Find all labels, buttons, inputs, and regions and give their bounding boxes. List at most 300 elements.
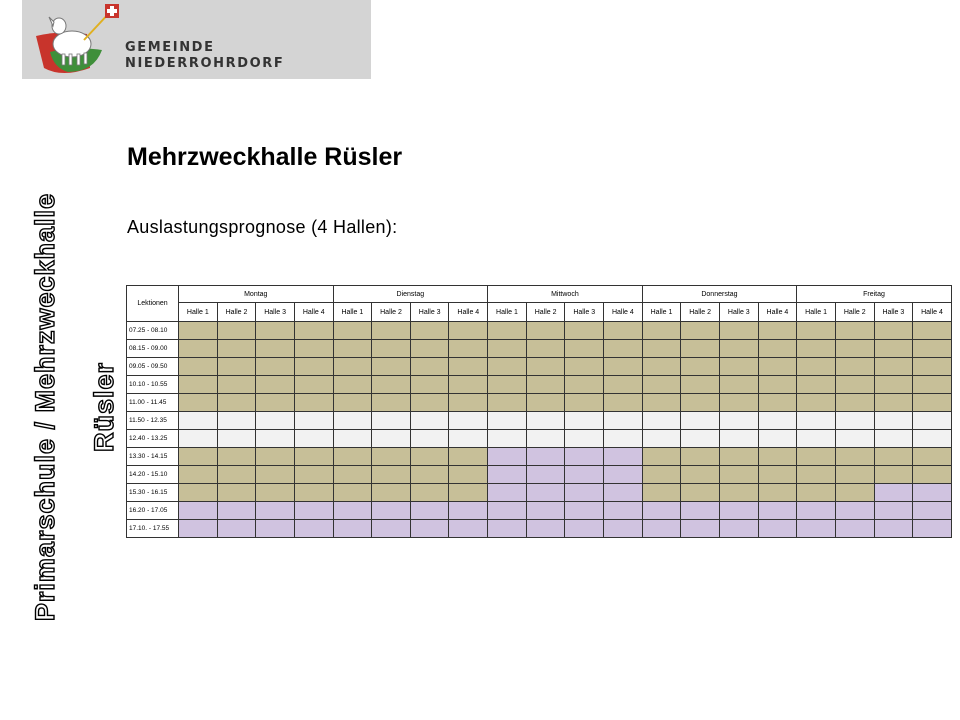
page-subtitle: Auslastungsprognose (4 Hallen): <box>127 217 398 237</box>
schedule-cell <box>874 466 913 484</box>
schedule-cell <box>835 340 874 358</box>
schedule-cell <box>526 340 565 358</box>
schedule-cell <box>179 502 218 520</box>
schedule-cell <box>410 358 449 376</box>
day-header: Donnerstag <box>642 286 797 303</box>
schedule-cell <box>372 520 411 538</box>
lesson-time-label: 15.30 - 16.15 <box>127 484 179 502</box>
schedule-cell <box>410 340 449 358</box>
schedule-cell <box>874 322 913 340</box>
hall-header: Halle 3 <box>256 303 295 322</box>
hall-header: Halle 2 <box>217 303 256 322</box>
schedule-cell <box>526 358 565 376</box>
schedule-cell <box>719 520 758 538</box>
hall-header: Halle 4 <box>449 303 488 322</box>
schedule-cell <box>565 394 604 412</box>
schedule-cell <box>719 412 758 430</box>
schedule-cell <box>256 502 295 520</box>
hall-header: Halle 2 <box>526 303 565 322</box>
schedule-cell <box>256 484 295 502</box>
schedule-cell <box>835 448 874 466</box>
schedule-cell <box>913 322 952 340</box>
schedule-cell <box>565 448 604 466</box>
schedule-cell <box>410 448 449 466</box>
schedule-cell <box>758 412 797 430</box>
schedule-cell <box>874 520 913 538</box>
schedule-cell <box>835 520 874 538</box>
schedule-cell <box>410 502 449 520</box>
schedule-cell <box>449 394 488 412</box>
schedule-cell <box>488 340 527 358</box>
schedule-cell <box>797 340 836 358</box>
schedule-cell <box>449 520 488 538</box>
schedule-cell <box>758 520 797 538</box>
schedule-cell <box>797 412 836 430</box>
schedule-cell <box>913 358 952 376</box>
schedule-cell <box>449 412 488 430</box>
municipality-name <box>125 40 284 72</box>
hall-header: Halle 2 <box>372 303 411 322</box>
schedule-cell <box>179 358 218 376</box>
schedule-cell <box>681 394 720 412</box>
schedule-cell <box>797 448 836 466</box>
hall-header: Halle 4 <box>294 303 333 322</box>
schedule-cell <box>758 430 797 448</box>
schedule-cell <box>604 358 643 376</box>
vertical-title-line-2: Rüsler <box>89 361 119 453</box>
schedule-cell <box>913 340 952 358</box>
schedule-cell <box>256 394 295 412</box>
schedule-cell <box>488 376 527 394</box>
schedule-cell <box>217 322 256 340</box>
lesson-time-label: 14.20 - 15.10 <box>127 466 179 484</box>
vertical-section-title <box>20 155 140 660</box>
schedule-cell <box>835 430 874 448</box>
schedule-cell <box>604 376 643 394</box>
schedule-cell <box>835 466 874 484</box>
schedule-cell <box>526 376 565 394</box>
schedule-cell <box>797 394 836 412</box>
schedule-cell <box>526 466 565 484</box>
schedule-cell <box>719 394 758 412</box>
schedule-cell <box>565 412 604 430</box>
schedule-cell <box>758 448 797 466</box>
schedule-row <box>127 430 952 448</box>
hall-header: Halle 1 <box>333 303 372 322</box>
schedule-cell <box>449 322 488 340</box>
hall-header: Halle 3 <box>410 303 449 322</box>
schedule-cell <box>372 358 411 376</box>
hall-header: Halle 4 <box>913 303 952 322</box>
schedule-cell <box>449 340 488 358</box>
schedule-cell <box>488 484 527 502</box>
lamb-with-flag-icon <box>32 2 124 78</box>
schedule-cell <box>681 430 720 448</box>
schedule-cell <box>874 412 913 430</box>
schedule-cell <box>874 430 913 448</box>
schedule-cell <box>526 520 565 538</box>
schedule-cell <box>488 358 527 376</box>
schedule-cell <box>797 466 836 484</box>
hall-header: Halle 2 <box>681 303 720 322</box>
hall-header: Halle 4 <box>758 303 797 322</box>
schedule-cell <box>797 520 836 538</box>
schedule-cell <box>681 484 720 502</box>
schedule-cell <box>642 412 681 430</box>
schedule-cell <box>913 412 952 430</box>
schedule-cell <box>913 430 952 448</box>
schedule-cell <box>913 466 952 484</box>
schedule-row <box>127 376 952 394</box>
schedule-cell <box>410 484 449 502</box>
schedule-cell <box>217 448 256 466</box>
schedule-cell <box>797 430 836 448</box>
schedule-cell <box>797 358 836 376</box>
schedule-cell <box>604 394 643 412</box>
schedule-cell <box>294 394 333 412</box>
page-title: Mehrzweckhalle Rüsler <box>127 143 403 171</box>
schedule-cell <box>835 376 874 394</box>
lesson-time-label: 09.05 - 09.50 <box>127 358 179 376</box>
schedule-cell <box>681 358 720 376</box>
schedule-cell <box>449 358 488 376</box>
hall-header: Halle 3 <box>565 303 604 322</box>
schedule-cell <box>642 520 681 538</box>
schedule-cell <box>333 448 372 466</box>
schedule-cell <box>179 448 218 466</box>
schedule-cell <box>758 466 797 484</box>
hall-header: Halle 3 <box>874 303 913 322</box>
schedule-cell <box>526 322 565 340</box>
schedule-row <box>127 520 952 538</box>
schedule-cell <box>758 376 797 394</box>
schedule-cell <box>256 376 295 394</box>
municipality-logo-bar <box>22 0 371 79</box>
lesson-time-label: 07.25 - 08.10 <box>127 322 179 340</box>
schedule-cell <box>604 520 643 538</box>
schedule-cell <box>758 340 797 358</box>
schedule-cell <box>758 502 797 520</box>
schedule-cell <box>526 412 565 430</box>
schedule-cell <box>913 484 952 502</box>
schedule-cell <box>835 394 874 412</box>
schedule-cell <box>835 358 874 376</box>
schedule-cell <box>604 340 643 358</box>
hall-header: Halle 1 <box>488 303 527 322</box>
schedule-cell <box>179 340 218 358</box>
schedule-cell <box>719 376 758 394</box>
schedule-row <box>127 340 952 358</box>
schedule-cell <box>565 466 604 484</box>
schedule-cell <box>217 520 256 538</box>
day-header-row <box>127 286 952 303</box>
lesson-time-label: 10.10 - 10.55 <box>127 376 179 394</box>
schedule-cell <box>565 502 604 520</box>
schedule-cell <box>642 376 681 394</box>
schedule-cell <box>719 502 758 520</box>
schedule-cell <box>256 322 295 340</box>
schedule-cell <box>256 520 295 538</box>
schedule-cell <box>604 448 643 466</box>
schedule-cell <box>526 448 565 466</box>
schedule-cell <box>565 358 604 376</box>
schedule-cell <box>681 448 720 466</box>
schedule-cell <box>604 412 643 430</box>
schedule-cell <box>179 394 218 412</box>
schedule-cell <box>604 484 643 502</box>
schedule-cell <box>217 502 256 520</box>
day-header: Mittwoch <box>488 286 643 303</box>
schedule-cell <box>642 466 681 484</box>
schedule-cell <box>604 430 643 448</box>
schedule-cell <box>333 340 372 358</box>
schedule-cell <box>256 430 295 448</box>
schedule-row <box>127 484 952 502</box>
schedule-cell <box>604 502 643 520</box>
schedule-cell <box>294 502 333 520</box>
schedule-cell <box>449 466 488 484</box>
schedule-cell <box>835 412 874 430</box>
schedule-cell <box>179 484 218 502</box>
schedule-cell <box>565 430 604 448</box>
schedule-cell <box>913 376 952 394</box>
schedule-cell <box>913 502 952 520</box>
hall-header: Halle 1 <box>797 303 836 322</box>
schedule-cell <box>217 340 256 358</box>
schedule-cell <box>294 484 333 502</box>
schedule-cell <box>410 430 449 448</box>
schedule-cell <box>681 520 720 538</box>
schedule-cell <box>179 322 218 340</box>
schedule-cell <box>294 448 333 466</box>
hall-header: Halle 1 <box>179 303 218 322</box>
schedule-cell <box>874 502 913 520</box>
schedule-cell <box>565 484 604 502</box>
schedule-cell <box>217 484 256 502</box>
schedule-cell <box>719 448 758 466</box>
schedule-cell <box>642 340 681 358</box>
schedule-cell <box>642 502 681 520</box>
schedule-cell <box>217 358 256 376</box>
schedule-cell <box>333 502 372 520</box>
schedule-cell <box>179 376 218 394</box>
schedule-cell <box>719 358 758 376</box>
schedule-cell <box>294 520 333 538</box>
schedule-cell <box>488 394 527 412</box>
schedule-cell <box>256 448 295 466</box>
lesson-time-label: 12.40 - 13.25 <box>127 430 179 448</box>
schedule-cell <box>604 466 643 484</box>
schedule-row <box>127 394 952 412</box>
schedule-cell <box>758 358 797 376</box>
schedule-cell <box>410 376 449 394</box>
schedule-cell <box>488 412 527 430</box>
schedule-cell <box>294 322 333 340</box>
vertical-title-line-1: Primarschule / Mehrzweckhalle <box>30 192 60 622</box>
schedule-cell <box>488 520 527 538</box>
schedule-row <box>127 448 952 466</box>
hall-usage-schedule-table <box>126 285 952 538</box>
schedule-cell <box>681 502 720 520</box>
schedule-cell <box>642 394 681 412</box>
schedule-cell <box>565 340 604 358</box>
day-header: Dienstag <box>333 286 488 303</box>
schedule-row <box>127 466 952 484</box>
schedule-cell <box>372 466 411 484</box>
schedule-cell <box>217 430 256 448</box>
schedule-cell <box>294 412 333 430</box>
schedule-cell <box>526 430 565 448</box>
schedule-cell <box>488 502 527 520</box>
schedule-cell <box>217 394 256 412</box>
schedule-cell <box>410 520 449 538</box>
schedule-cell <box>874 394 913 412</box>
schedule-cell <box>294 376 333 394</box>
hall-header-row <box>127 303 952 322</box>
schedule-cell <box>410 322 449 340</box>
schedule-cell <box>449 502 488 520</box>
hall-header: Halle 2 <box>835 303 874 322</box>
day-header: Montag <box>179 286 334 303</box>
schedule-cell <box>488 322 527 340</box>
schedule-cell <box>333 430 372 448</box>
schedule-cell <box>333 520 372 538</box>
schedule-cell <box>565 376 604 394</box>
schedule-cell <box>835 484 874 502</box>
schedule-cell <box>681 322 720 340</box>
schedule-cell <box>758 484 797 502</box>
schedule-cell <box>217 412 256 430</box>
schedule-cell <box>333 412 372 430</box>
schedule-cell <box>410 412 449 430</box>
schedule-cell <box>758 394 797 412</box>
schedule-cell <box>372 412 411 430</box>
schedule-cell <box>372 502 411 520</box>
schedule-cell <box>797 376 836 394</box>
schedule-row <box>127 412 952 430</box>
schedule-cell <box>372 322 411 340</box>
schedule-cell <box>333 322 372 340</box>
schedule-cell <box>449 484 488 502</box>
schedule-cell <box>797 502 836 520</box>
schedule-cell <box>410 394 449 412</box>
schedule-cell <box>565 520 604 538</box>
schedule-cell <box>642 322 681 340</box>
schedule-cell <box>526 484 565 502</box>
schedule-cell <box>758 322 797 340</box>
day-header: Freitag <box>797 286 952 303</box>
schedule-cell <box>913 520 952 538</box>
schedule-cell <box>565 322 604 340</box>
schedule-cell <box>681 376 720 394</box>
schedule-cell <box>372 376 411 394</box>
logo-line-gemeinde: GEMEINDE <box>125 40 215 55</box>
schedule-cell <box>449 430 488 448</box>
schedule-cell <box>835 502 874 520</box>
schedule-cell <box>488 448 527 466</box>
schedule-cell <box>835 322 874 340</box>
schedule-cell <box>719 430 758 448</box>
schedule-cell <box>874 376 913 394</box>
schedule-cell <box>294 340 333 358</box>
lesson-time-label: 11.00 - 11.45 <box>127 394 179 412</box>
schedule-cell <box>294 358 333 376</box>
lesson-time-label: 16.20 - 17.05 <box>127 502 179 520</box>
schedule-cell <box>719 466 758 484</box>
schedule-row <box>127 322 952 340</box>
schedule-cell <box>256 358 295 376</box>
schedule-cell <box>410 466 449 484</box>
schedule-cell <box>874 358 913 376</box>
schedule-cell <box>604 322 643 340</box>
schedule-cell <box>913 394 952 412</box>
schedule-cell <box>642 430 681 448</box>
schedule-cell <box>488 430 527 448</box>
schedule-cell <box>333 376 372 394</box>
schedule-cell <box>874 340 913 358</box>
schedule-cell <box>449 448 488 466</box>
schedule-row <box>127 502 952 520</box>
hall-header: Halle 3 <box>719 303 758 322</box>
schedule-cell <box>256 466 295 484</box>
schedule-cell <box>179 520 218 538</box>
schedule-cell <box>681 466 720 484</box>
schedule-cell <box>642 484 681 502</box>
schedule-cell <box>217 466 256 484</box>
schedule-cell <box>874 484 913 502</box>
lesson-time-label: 17.10. - 17.55 <box>127 520 179 538</box>
schedule-cell <box>642 358 681 376</box>
schedule-cell <box>681 412 720 430</box>
schedule-cell <box>179 430 218 448</box>
schedule-cell <box>372 394 411 412</box>
schedule-cell <box>913 448 952 466</box>
lesson-time-label: 08.15 - 09.00 <box>127 340 179 358</box>
schedule-cell <box>874 448 913 466</box>
schedule-cell <box>179 466 218 484</box>
schedule-cell <box>256 412 295 430</box>
schedule-cell <box>333 466 372 484</box>
schedule-cell <box>526 394 565 412</box>
schedule-cell <box>217 376 256 394</box>
logo-line-niederrohrdorf: NIEDERROHRDORF <box>125 56 285 71</box>
lesson-time-label: 11.50 - 12.35 <box>127 412 179 430</box>
schedule-cell <box>372 448 411 466</box>
schedule-cell <box>333 484 372 502</box>
schedule-cell <box>681 340 720 358</box>
schedule-cell <box>372 340 411 358</box>
schedule-cell <box>294 430 333 448</box>
schedule-cell <box>179 412 218 430</box>
schedule-cell <box>719 340 758 358</box>
schedule-cell <box>797 322 836 340</box>
schedule-cell <box>449 376 488 394</box>
schedule-cell <box>372 484 411 502</box>
schedule-cell <box>642 448 681 466</box>
schedule-cell <box>333 358 372 376</box>
schedule-cell <box>719 484 758 502</box>
schedule-cell <box>372 430 411 448</box>
lesson-time-label: 13.30 - 14.15 <box>127 448 179 466</box>
schedule-cell <box>256 340 295 358</box>
hall-header: Halle 4 <box>604 303 643 322</box>
schedule-cell <box>719 322 758 340</box>
schedule-cell <box>488 466 527 484</box>
hall-header: Halle 1 <box>642 303 681 322</box>
lektionen-header: Lektionen <box>127 286 179 322</box>
schedule-cell <box>526 502 565 520</box>
schedule-row <box>127 358 952 376</box>
